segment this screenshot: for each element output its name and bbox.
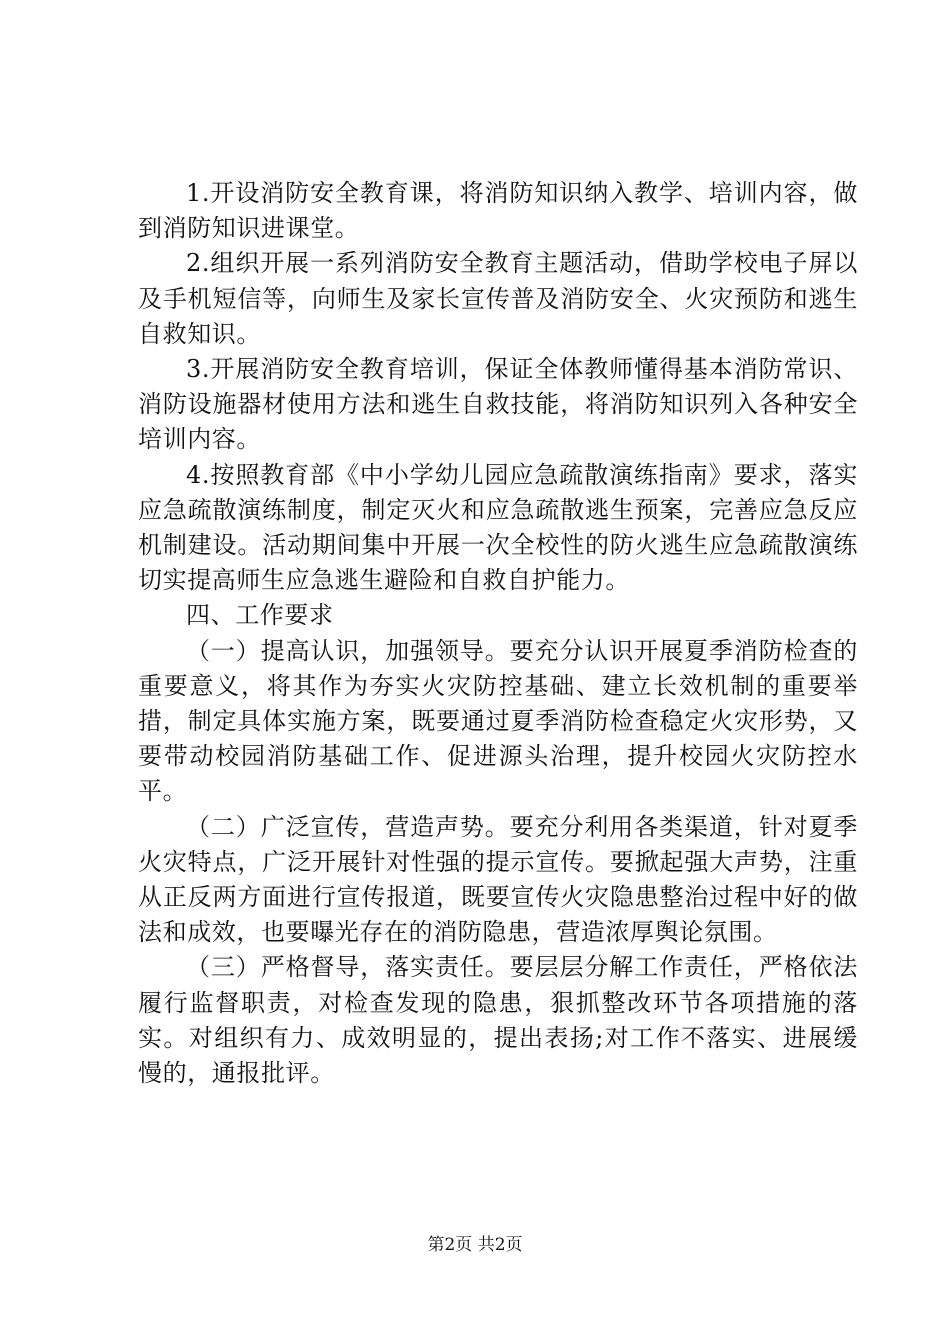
page-number: 第2页 共2页	[427, 1235, 523, 1255]
document-body	[138, 176, 858, 1091]
section-heading: 四、工作要求	[186, 601, 334, 630]
paragraph-requirement-3: （三）严格督导，落实责任。要层层分解工作责任，严格依法履行监督职责，对检查发现的隐患，狠抓整改环节各项措施的落实。对组织有力、成效明显的，提出表扬;对工作不落实、进展缓慢的，通报批评。	[138, 953, 858, 1088]
paragraph-item-1: 1.开设消防安全教育课，将消防知识纳入教学、培训内容，做到消防知识进课堂。	[138, 179, 858, 243]
paragraph-requirement-1: （一）提高认识，加强领导。要充分认识开展夏季消防检查的重要意义，将其作为夯实火灾防控基础、建立长效机制的重要举措，制定具体实施方案，既要通过夏季消防检查稳定火灾形势，又要带动校园消防基础工作、促进源头治理，提升校园火灾防控水平。	[138, 636, 858, 806]
paragraph-item-3: 3.开展消防安全教育培训，保证全体教师懂得基本消防常识、消防设施器材使用方法和逃生自救技能，将消防知识列入各种安全培训内容。	[138, 355, 858, 454]
paragraph-item-2: 2.组织开展一系列消防安全教育主题活动，借助学校电子屏以及手机短信等，向师生及家长宣传普及消防安全、火灾预防和逃生自救知识。	[138, 249, 858, 348]
paragraph-item-4: 4.按照教育部《中小学幼儿园应急疏散演练指南》要求，落实应急疏散演练制度，制定灭火和应急疏散逃生预案，完善应急反应机制建设。活动期间集中开展一次全校性的防火逃生应急疏散演练切实提高师生应急逃生避险和自救自护能力。	[138, 460, 858, 595]
paragraph-requirement-2: （二）广泛宣传，营造声势。要充分利用各类渠道，针对夏季火灾特点，广泛开展针对性强的提示宣传。要掀起强大声势，注重从正反两方面进行宣传报道，既要宣传火灾隐患整治过程中好的做法和成效，也要曝光存在的消防隐患，营造浓厚舆论氛围。	[138, 812, 858, 947]
